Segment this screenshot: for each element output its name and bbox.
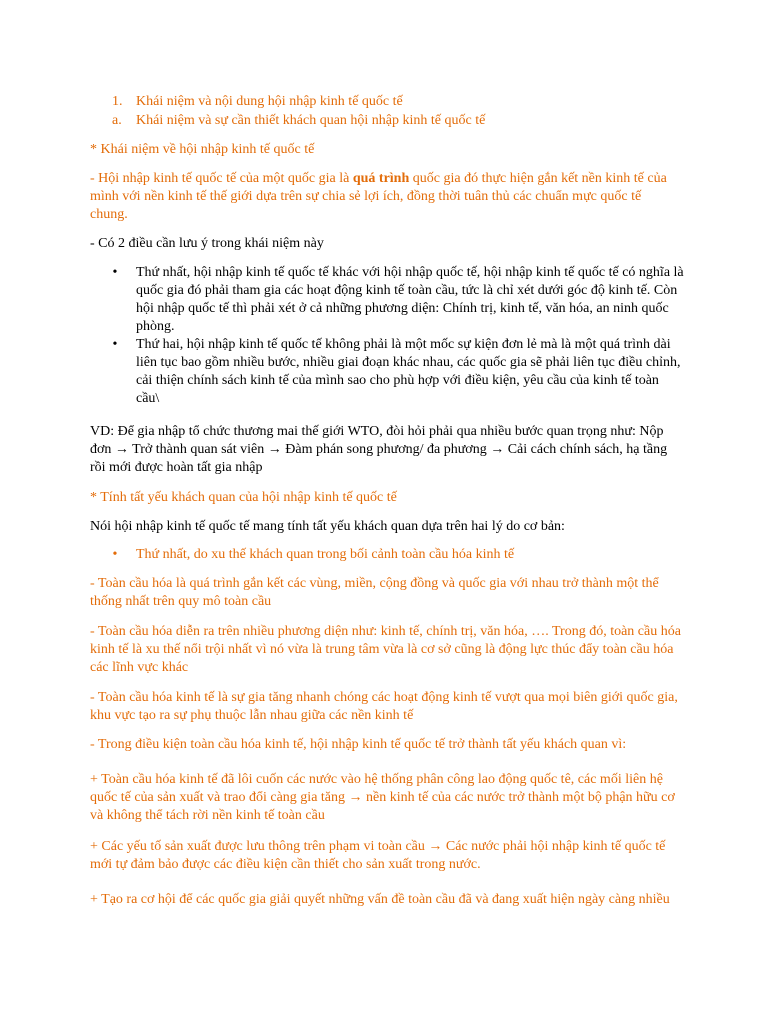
note-text: Thứ nhất, hội nhập kinh tế quốc tế khác với hội nhập quốc tế, hội nhập kinh tế quốc tế có nghĩa là quốc gia đó phải tham gia các hoạt động kinh tế toàn cầu, tức là chỉ xét dưới góc độ kinh tế. Còn hội nhập quốc tế thì phải xét ở cả những phương diện: Chính trị, kinh tế, văn hóa, an ninh quốc phòng. (136, 265, 684, 334)
list-item (109, 546, 684, 564)
bullet-icon: • (112, 547, 118, 562)
outline-text: Khái niệm và sự cần thiết khách quan hội nhập kinh tế quốc tế (136, 113, 486, 128)
definition-bold-term: quá trình (352, 171, 410, 186)
paragraph-reason-production-factors: + Các yếu tố sản xuất được lưu thông trên phạm vi toàn cầu → Các nước phải hội nhập kinh tế quốc tế mới tự đảm bảo được các điều kiện cần thiết cho sản xuất trong nước. (90, 839, 666, 872)
bullet-icon: • (112, 337, 118, 352)
reasons-list (109, 546, 684, 564)
outline-item-a (112, 112, 485, 130)
section-heading-definition: * Khái niệm về hội nhập kinh tế quốc tế (90, 142, 315, 157)
paragraph-reason-labor-division: + Toàn cầu hóa kinh tế đã lôi cuốn các nước vào hệ thống phân công lao động quốc tê, các mối liên hệ quốc tế của sản xuất và trao đổi càng gia tăng → nền kinh tế của các nước trở thành một bộ phận hữu cơ và không thể tách rời nền kinh tế toàn cầu (90, 772, 675, 823)
bullet-icon: • (112, 265, 118, 280)
definition-paragraph (90, 170, 682, 224)
definition-text-start: - Hội nhập kinh tế quốc tế của một quốc gia là (90, 171, 353, 186)
notes-list (109, 264, 684, 408)
notes-intro: - Có 2 điều cần lưu ý trong khái niệm này (90, 236, 324, 251)
list-item (109, 336, 684, 408)
paragraph-reason-global-issues: + Tạo ra cơ hội để các quốc gia giải quyết những vấn đề toàn cầu đã và đang xuất hiện ngày càng nhiều (90, 892, 670, 907)
section-heading-necessity: * Tính tất yếu khách quan của hội nhập kinh tế quốc tế (90, 490, 397, 505)
reason-text: Thứ nhất, do xu thế khách quan trong bối cảnh toàn cầu hóa kinh tế (136, 547, 515, 562)
note-text: Thứ hai, hội nhập kinh tế quốc tế không phải là một mốc sự kiện đơn lẻ mà là một quá trình dài liên tục bao gồm nhiều bước, nhiều giai đoạn khác nhau, các quốc gia sẽ phải liên tục điều chỉnh, cải thiện chính sách kinh tế của mình sao cho phù hợp với điều kiện, yêu cầu của kinh tế toàn cầu\ (136, 337, 681, 406)
paragraph-globalization-aspects: - Toàn cầu hóa diễn ra trên nhiều phương diện như: kinh tế, chính trị, văn hóa, …. Trong đó, toàn cầu hóa kinh tế là xu thế nổi trội nhất vì nó vừa là trung tâm vừa là cơ sở cũng là động lực thúc đẩy toàn cầu hóa các lĩnh vực khác (90, 624, 681, 675)
example-paragraph: VD: Để gia nhập tổ chức thương mai thế giới WTO, đòi hỏi phải qua nhiều bước quan trọng như: Nộp đơn → Trở thành quan sát viên → Đàm phán song phương/ đa phương → Cải cách chính sách, hạ tầng rồi mới được hoàn tất gia nhập (90, 424, 668, 475)
definition-text-end: quốc gia đó thực hiện gắn kết nền kinh tế của mình với nền kinh tế thế giới dựa trên sự chia sẻ lợi ích, đồng thời tuân thủ các chuẩn mực quốc tế chung. (90, 171, 667, 222)
outline-number: 1. (112, 94, 123, 109)
outline-letter: a. (112, 113, 122, 128)
reasons-intro: Nói hội nhập kinh tế quốc tế mang tính tất yếu khách quan dựa trên hai lý do cơ bản: (90, 519, 565, 534)
paragraph-conditions: - Trong điều kiện toàn cầu hóa kinh tế, hội nhập kinh tế quốc tế trở thành tất yếu khách quan vì: (90, 737, 627, 752)
outline-text: Khái niệm và nội dung hội nhập kinh tế quốc tế (136, 94, 403, 109)
paragraph-globalization-definition: - Toàn cầu hóa là quá trình gắn kết các vùng, miền, cộng đồng và quốc gia với nhau trở thành một thể thống nhất trên quy mô toàn cầu (90, 576, 659, 609)
list-item (109, 264, 684, 336)
paragraph-economic-globalization: - Toàn cầu hóa kinh tế là sự gia tăng nhanh chóng các hoạt động kinh tế vượt qua mọi biên giới quốc gia, khu vực tạo ra sự phụ thuộc lẫn nhau giữa các nền kinh tế (90, 690, 678, 723)
outline-item-1 (112, 93, 403, 111)
